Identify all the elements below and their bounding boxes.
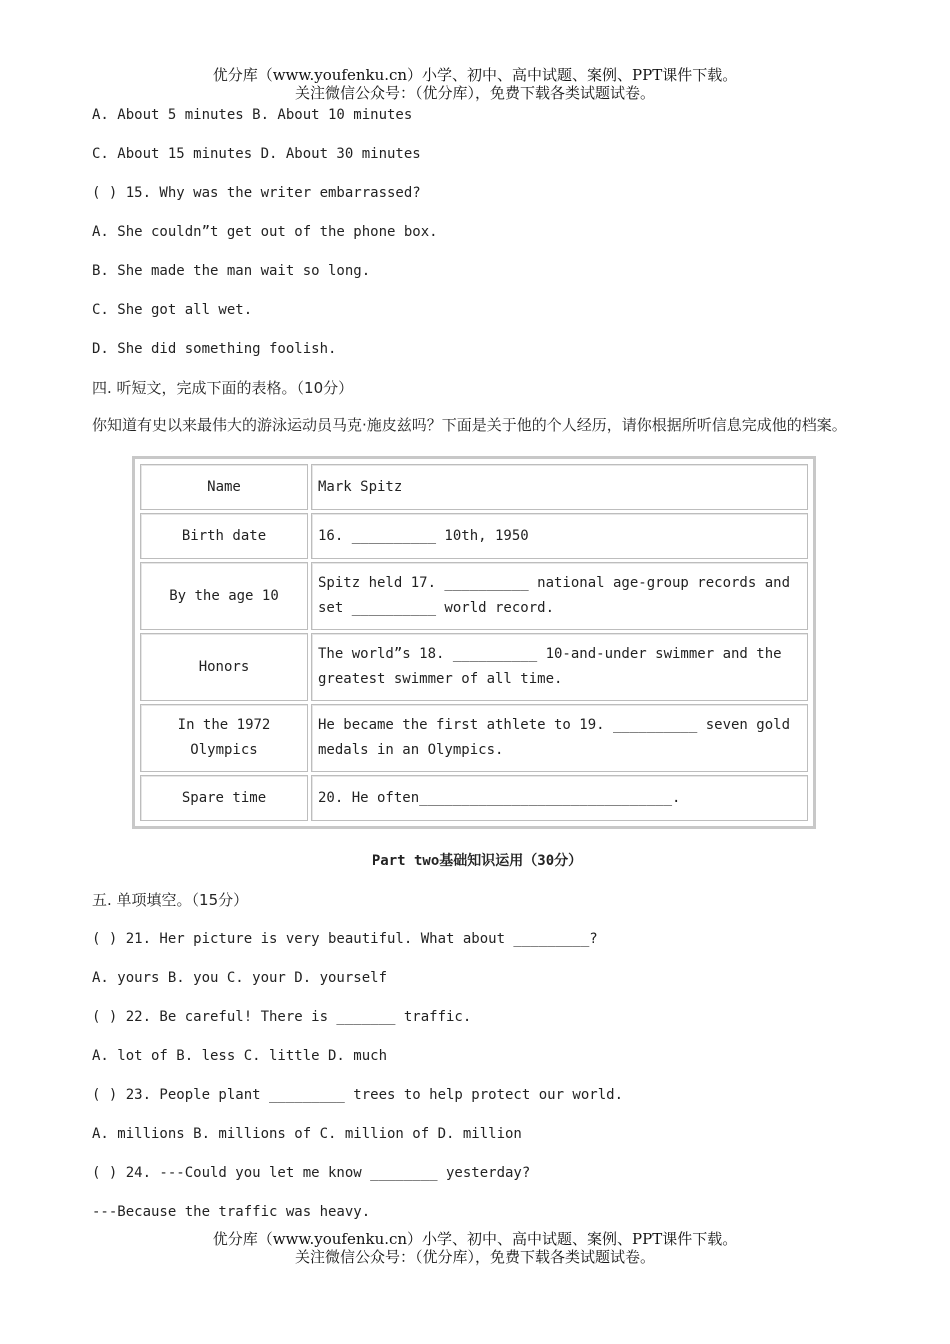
- q23-options: A. millions B. millions of C. million of D. million: [92, 1126, 522, 1142]
- row-value-name: Mark Spitz: [311, 464, 808, 510]
- header-line-1: 优分库（www.youfenku.cn）小学、初中、高中试题、案例、PPT课件下载。: [212, 66, 738, 84]
- q23-stem: ( ) 23. People plant _________ trees to help protect our world.: [92, 1087, 624, 1103]
- page-header: [0, 66, 950, 102]
- row-value-honors: The world”s 18. __________ 10-and-under swimmer and the greatest swimmer of all time.: [311, 633, 808, 701]
- row-label-birth-date: Birth date: [140, 513, 308, 559]
- header-line-2: 关注微信公众号：（优分库），免费下载各类试题试卷。: [294, 84, 655, 102]
- table-row: [140, 464, 808, 510]
- q21-stem: ( ) 21. Her picture is very beautiful. What about _________?: [92, 931, 598, 947]
- document-body: [92, 105, 862, 1241]
- table-row: [140, 513, 808, 559]
- section4-title: 四. 听短文，完成下面的表格。（10分）: [92, 379, 354, 397]
- footer-line-2: 关注微信公众号：（优分库），免费下载各类试题试卷。: [294, 1248, 655, 1266]
- section5-title: 五. 单项填空。（15分）: [92, 891, 249, 909]
- q15-option-c: C. She got all wet.: [92, 302, 253, 318]
- section4-intro: 你知道有史以来最伟大的游泳运动员马克·施皮兹吗？下面是关于他的个人经历，请你根据所听信息完成他的档案。: [92, 416, 847, 434]
- row-value-1972-olympics: He became the first athlete to 19. __________ seven gold medals in an Olympics.: [311, 704, 808, 772]
- row-value-birth-date: 16. __________ 10th, 1950: [311, 513, 808, 559]
- q24-stem: ( ) 24. ---Could you let me know ________ yesterday?: [92, 1165, 531, 1181]
- row-label-honors: Honors: [140, 633, 308, 701]
- q22-stem: ( ) 22. Be careful! There is _______ traffic.: [92, 1009, 472, 1025]
- q15-option-a: A. She couldn”t get out of the phone box.: [92, 224, 438, 240]
- q15-option-d: D. She did something foolish.: [92, 341, 337, 357]
- profile-table: [132, 456, 816, 829]
- q24-reply: ---Because the traffic was heavy.: [92, 1204, 371, 1220]
- part-two-title: Part two基础知识运用（30分）: [371, 853, 583, 869]
- row-value-by-age-10: Spitz held 17. __________ national age-group records and set __________ world record.: [311, 562, 808, 630]
- row-label-by-age-10: By the age 10: [140, 562, 308, 630]
- q22-options: A. lot of B. less C. little D. much: [92, 1048, 388, 1064]
- q14-options-cd: C. About 15 minutes D. About 30 minutes: [92, 146, 421, 162]
- row-label-1972-olympics: In the 1972 Olympics: [140, 704, 308, 772]
- table-row: [140, 704, 808, 772]
- footer-line-1: 优分库（www.youfenku.cn）小学、初中、高中试题、案例、PPT课件下载。: [212, 1230, 738, 1248]
- row-label-spare-time: Spare time: [140, 775, 308, 821]
- q15-stem: ( ) 15. Why was the writer embarrassed?: [92, 185, 421, 201]
- row-label-name: Name: [140, 464, 308, 510]
- row-value-spare-time: 20. He often______________________________.: [311, 775, 808, 821]
- q14-options-ab: A. About 5 minutes B. About 10 minutes: [92, 107, 413, 123]
- q15-option-b: B. She made the man wait so long.: [92, 263, 371, 279]
- table-row: [140, 775, 808, 821]
- q21-options: A. yours B. you C. your D. yourself: [92, 970, 388, 986]
- page-footer: [0, 1230, 950, 1266]
- table-row: [140, 562, 808, 630]
- table-row: [140, 633, 808, 701]
